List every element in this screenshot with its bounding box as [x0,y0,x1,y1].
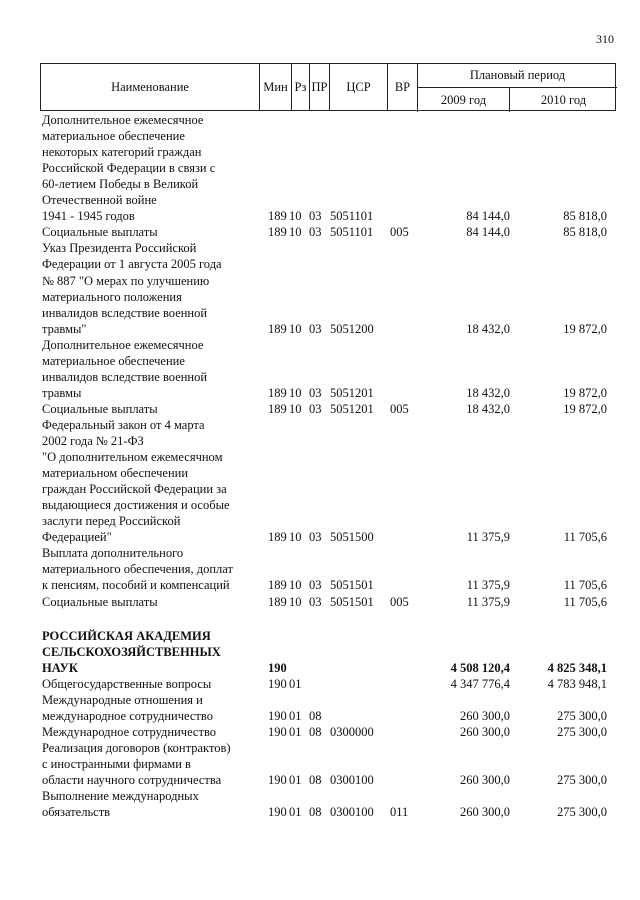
row-name: инвалидов вследствие военной [42,305,208,320]
table-row [0,772,640,788]
row-min: 190 [268,805,287,820]
table-row [0,545,640,561]
table-row [0,256,640,272]
row-csr: 0300100 [330,805,374,820]
row-name: Международные отношения и [42,692,203,707]
row-min: 190 [268,708,287,723]
table-row [0,449,640,465]
row-value-2009: 11 375,9 [466,530,510,545]
header-csr: ЦСР [329,64,387,110]
row-name: выдающиеся достижения и особые [42,498,230,513]
row-min: 189 [268,225,287,240]
row-name: Дополнительное ежемесячное [42,113,204,127]
row-min: 189 [268,530,287,545]
table-row [0,385,640,401]
row-rz: 10 [289,594,302,609]
row-rz: 01 [289,773,302,787]
table-row [0,305,640,321]
row-vr: 005 [390,401,409,416]
row-name: с иностранными фирмами в [42,756,191,771]
row-csr: 0300000 [330,724,374,739]
page-number: 310 [596,32,614,46]
row-csr: 0300100 [330,773,374,787]
row-min: 189 [268,594,287,609]
table-row [0,594,640,610]
row-value-2010: 85 818,0 [563,209,607,224]
row-csr: 5051201 [330,401,374,416]
header-rz: Рз [291,64,309,110]
row-min: 189 [268,321,287,336]
table-row [0,321,640,337]
row-value-2009: 260 300,0 [460,708,510,723]
table-row [0,561,640,577]
row-min: 189 [268,385,287,400]
table-row [0,660,640,676]
table-row [0,369,640,385]
table-row [0,465,640,481]
row-rz: 01 [289,724,302,739]
row-value-2010: 275 300,0 [557,773,607,787]
table-row [0,577,640,593]
table-row [0,224,640,240]
table-row [0,433,640,449]
header-year-2009: 2009 год [417,88,509,112]
row-value-2009: 18 432,0 [466,385,510,400]
table-row [0,708,640,724]
table-row [0,128,640,144]
row-value-2009: 84 144,0 [466,209,510,224]
row-rz: 01 [289,708,302,723]
row-value-2010: 4 783 948,1 [547,676,607,691]
header-plan-period: Плановый период [417,64,617,88]
row-pr: 03 [309,594,322,609]
row-min: 189 [268,578,287,593]
row-csr: 5051501 [330,578,374,593]
row-name: Социальные выплаты [42,401,158,416]
row-name: СЕЛЬСКОХОЗЯЙСТВЕННЫХ [42,644,221,659]
table-row [0,740,640,756]
row-value-2009: 260 300,0 [460,724,510,739]
row-csr: 5051200 [330,321,374,336]
row-name: заслуги перед Российской [42,514,181,529]
row-value-2010: 19 872,0 [563,321,607,336]
table-row [0,417,640,433]
row-rz: 10 [289,530,302,545]
row-vr: 005 [390,225,409,240]
row-rz: 01 [289,676,302,691]
row-name: Дополнительное ежемесячное [42,337,204,352]
row-name: Указ Президента Российской [42,241,197,256]
row-pr: 03 [309,385,322,400]
row-name: материальное обеспечение [42,353,185,368]
row-name: обязательств [42,805,111,820]
row-min: 190 [268,660,287,675]
row-value-2010: 275 300,0 [557,724,607,739]
header-min: Мин [259,64,291,110]
row-value-2010: 11 705,6 [563,594,607,609]
row-name: НАУК [42,660,78,675]
table-row [0,481,640,497]
row-name: Выплата дополнительного [42,546,184,561]
row-name: Федерации от 1 августа 2005 года [42,257,222,272]
table-row [0,497,640,513]
header-vr: ВР [387,64,417,110]
row-name: Общегосударственные вопросы [42,676,212,691]
table-row [0,240,640,256]
row-pr: 08 [309,724,322,739]
table-row [0,208,640,224]
row-value-2010: 4 825 348,1 [547,660,607,675]
table-row [0,628,640,644]
row-name: травмы" [42,321,87,336]
row-name: области научного сотрудничества [42,773,222,787]
row-value-2010: 275 300,0 [557,708,607,723]
row-vr: 005 [390,594,409,609]
row-name: материального положения [42,289,182,304]
row-rz: 10 [289,578,302,593]
row-name: травмы [42,385,82,400]
table-row [0,401,640,417]
table-row [0,676,640,692]
row-name: Международное сотрудничество [42,724,217,739]
header-pr: ПР [309,64,329,110]
row-name: Выполнение международных [42,789,199,804]
row-pr: 03 [309,209,322,224]
table-row [0,804,640,820]
table-row [0,529,640,545]
row-csr: 5051201 [330,385,374,400]
row-value-2009: 4 347 776,4 [450,676,510,691]
row-name: материальном обеспечении [42,466,189,481]
table-row [0,724,640,740]
row-min: 189 [268,209,287,224]
table-row [0,176,640,192]
table-row [0,273,640,289]
header-year-2010: 2010 год [509,88,617,112]
row-vr: 011 [390,805,409,820]
row-csr: 5051101 [330,225,374,240]
row-pr: 03 [309,530,322,545]
table-header [40,63,616,111]
row-value-2009: 11 375,9 [466,578,510,593]
table-row [0,513,640,529]
row-rz: 10 [289,209,302,224]
row-min: 189 [268,401,287,416]
row-name: "О дополнительном ежемесячном [42,450,223,465]
row-pr: 08 [309,805,322,820]
row-value-2009: 18 432,0 [466,321,510,336]
row-name: международное сотрудничество [42,708,213,723]
row-pr: 03 [309,225,322,240]
row-name: Федеральный закон от 4 марта [42,417,205,432]
row-pr: 03 [309,401,322,416]
row-value-2010: 11 705,6 [563,578,607,593]
header-name: Наименование [111,79,189,94]
row-rz: 10 [289,321,302,336]
table-row [0,788,640,804]
row-rz: 01 [289,805,302,820]
row-csr: 5051501 [330,594,374,609]
row-value-2009: 4 508 120,4 [450,660,510,675]
row-min: 190 [268,724,287,739]
row-name: № 887 "О мерах по улучшению [42,273,210,288]
row-name: Социальные выплаты [42,594,158,609]
row-name: Социальные выплаты [42,225,158,240]
table-row [0,160,640,176]
row-pr: 08 [309,708,322,723]
row-name: Реализация договоров (контрактов) [42,740,231,755]
row-name: граждан Российской Федерации за [42,482,227,497]
row-pr: 03 [309,321,322,336]
row-name: Федерацией" [42,530,112,545]
table-row [0,692,640,708]
row-min: 190 [268,773,287,787]
table-row [0,192,640,208]
row-value-2009: 11 375,9 [466,594,510,609]
row-min: 190 [268,676,287,691]
row-value-2009: 18 432,0 [466,401,510,416]
row-name: некоторых категорий граждан [42,145,202,160]
row-value-2010: 11 705,6 [563,530,607,545]
row-name: 1941 - 1945 годов [42,209,135,224]
row-rz: 10 [289,225,302,240]
row-name: Отечественной войне [42,193,157,208]
row-pr: 08 [309,773,322,787]
row-rz: 10 [289,401,302,416]
row-rz: 10 [289,385,302,400]
row-name: РОССИЙСКАЯ АКАДЕМИЯ [42,628,211,643]
row-value-2009: 260 300,0 [460,773,510,787]
row-csr: 5051101 [330,209,374,224]
table-row [0,112,640,128]
table-row [0,144,640,160]
row-name: инвалидов вследствие военной [42,369,208,384]
row-name: к пенсиям, пособий и компенсаций [42,578,230,593]
row-name: Российской Федерации в связи с [42,161,216,176]
table-row [0,289,640,305]
row-value-2009: 260 300,0 [460,805,510,820]
row-value-2010: 19 872,0 [563,401,607,416]
row-value-2010: 275 300,0 [557,805,607,820]
row-value-2010: 85 818,0 [563,225,607,240]
row-name: 60-летием Победы в Великой [42,177,199,192]
row-name: 2002 года № 21-ФЗ [42,434,144,448]
table-row [0,756,640,772]
table-row [0,337,640,353]
row-value-2009: 84 144,0 [466,225,510,240]
row-name: материального обеспечения, доплат [42,562,233,577]
row-name: материальное обеспечение [42,129,185,144]
row-value-2010: 19 872,0 [563,385,607,400]
table-row [0,644,640,660]
row-pr: 03 [309,578,322,593]
table-row [0,353,640,369]
row-csr: 5051500 [330,530,374,545]
